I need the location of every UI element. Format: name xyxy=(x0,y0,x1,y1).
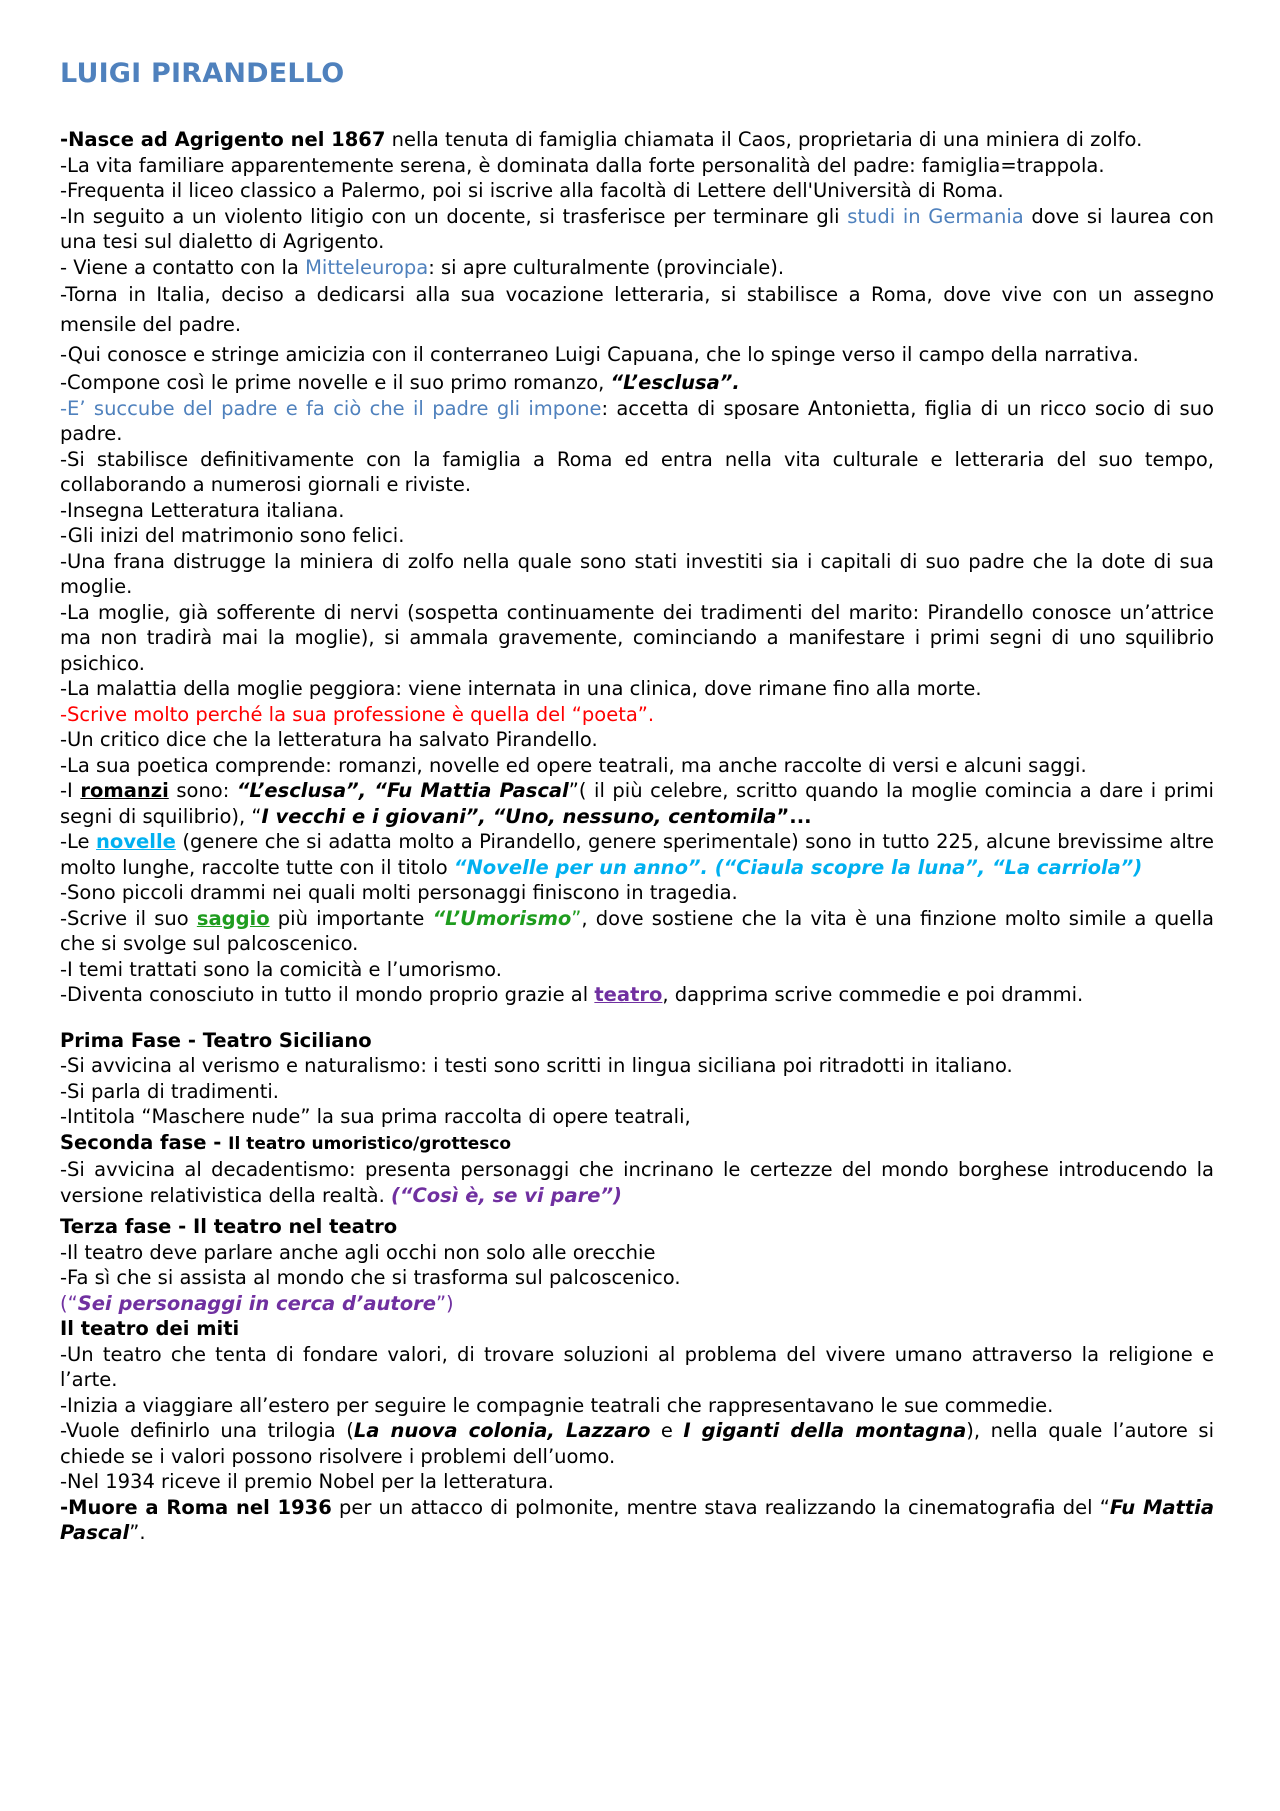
keyword-romanzi: romanzi xyxy=(80,779,169,802)
paragraph-trilogia: -Vuole definirlo una trilogia (La nuova colonia, Lazzaro e I giganti della montagna), nella quale l’autore si chiede se i valori possono risolvere i problemi dell’uomo. xyxy=(60,1419,1214,1468)
link-succube[interactable]: E’ succube del padre e fa ciò che il padre gli impone xyxy=(67,396,602,420)
heading-seconda-fase: Seconda fase - Il teatro umoristico/grottesco xyxy=(60,1130,512,1154)
paragraph-landslide: -Una frana distrugge la miniera di zolfo nella quale sono stati investiti sia i capitali di suo padre che la dote di sua moglie. xyxy=(60,549,1214,598)
link-saggio[interactable]: saggio xyxy=(196,906,270,930)
paragraph-poeta: -Scrive molto perché la sua professione è quella del “poeta”. xyxy=(60,702,655,726)
link-mitteleuropa[interactable]: Mitteleuropa xyxy=(305,255,429,279)
paragraph-capuana: -Qui conosce e stringe amicizia con il conterraneo Luigi Capuana, che lo spinge verso il campo della narrativa. xyxy=(60,343,1139,366)
section-gap xyxy=(60,1008,1214,1028)
paragraph-succube: -E’ succube del padre e fa ciò che il padre gli impone: accetta di sposare Antonietta, figlia di un ricco socio di suo padre. xyxy=(60,396,1214,445)
paragraph-palcoscenico: -Fa sì che si assista al mondo che si trasforma sul palcoscenico. xyxy=(60,1266,681,1289)
paragraph-critic: -Un critico dice che la letteratura ha salvato Pirandello. xyxy=(60,728,598,751)
paragraph-viaggi: -Inizia a viaggiare all’estero per seguire le compagnie teatrali che rappresentavano le sue commedie. xyxy=(60,1393,1054,1417)
paragraph-germany: -In seguito a un violento litigio con un docente, si trasferisce per terminare gli studi in Germania dove si laurea con una tesi sul dialetto di Agrigento. xyxy=(60,204,1214,253)
paragraph-verismo: -Si avvicina al verismo e naturalismo: i testi sono scritti in lingua siciliana poi ritradotti in italiano. xyxy=(60,1054,1013,1077)
paragraph-nobel: -Nel 1934 riceve il premio Nobel per la letteratura. xyxy=(60,1470,554,1493)
page-title: LUIGI PIRANDELLO xyxy=(60,58,345,89)
paragraph-occhi: -Il teatro deve parlare anche agli occhi non solo alle orecchie xyxy=(60,1240,656,1264)
paragraph-mitteleuropa: - Viene a contatto con la Mitteleuropa: si apre culturalmente (provinciale). xyxy=(60,255,785,279)
paragraph-novelle: -Le novelle (genere che si adatta molto a Pirandello, genere sperimentale) sono in tutto 225, alcune brevissime altre molto lunghe, raccolte tutte con il titolo “Novelle per un anno”. (“Ciaula scopre la luna”, “La carriola”) xyxy=(60,830,1214,879)
paragraph-teaching: -Insegna Letteratura italiana. xyxy=(60,498,345,522)
paragraph-culture: -Si stabilisce definitivamente con la famiglia a Roma ed entra nella vita culturale e letteraria del suo tempo, collaborando a numerosi giornali e riviste. xyxy=(60,447,1214,496)
paragraph-death: -Muore a Roma nel 1936 per un attacco di polmonite, mentre stava realizzando la cinematografia del “Fu Mattia Pascal”. xyxy=(60,1495,1214,1544)
paragraph-romanzi: -I romanzi sono: “L’esclusa”, “Fu Mattia Pascal”( il più celebre, scritto quando la moglie comincia a dare i primi segni di squilibrio), “I vecchi e i giovani”, “Uno, nessuno, centomila”... xyxy=(60,779,1214,828)
paragraph-decadentismo: -Si avvicina al decadentismo: presenta personaggi che incrinano le certezze del mondo borghese introducendo la versione relativistica della realtà. (“Così è, se vi pare”) xyxy=(60,1158,1214,1207)
paragraph-rome: -Torna in Italia, deciso a dedicarsi alla sua vocazione letteraria, si stabilisce a Roma, dove vive con un assegno mensile del padre. xyxy=(60,283,1214,336)
link-studi-germania[interactable]: studi in Germania xyxy=(847,204,1024,228)
heading-prima-fase: Prima Fase - Teatro Siciliano xyxy=(60,1028,372,1052)
paragraph-maschere: -Intitola “Maschere nude” la sua prima raccolta di opere teatrali, xyxy=(60,1105,691,1128)
paragraph-school: -Frequenta il liceo classico a Palermo, poi si iscrive alla facoltà di Lettere dell'Università di Roma. xyxy=(60,179,1004,202)
link-novelle[interactable]: novelle xyxy=(96,830,176,853)
heading-terza-fase: Terza fase - Il teatro nel teatro xyxy=(60,1215,398,1238)
paragraph-poetics: -La sua poetica comprende: romanzi, novelle ed opere teatrali, ma anche raccolte di versi e alcuni saggi. xyxy=(60,753,1087,777)
paragraph-family: -La vita familiare apparentemente serena, è dominata dalla forte personalità del padre: famiglia=trappola. xyxy=(60,153,1105,177)
paragraph-teatro: -Diventa conosciuto in tutto il mondo proprio grazie al teatro, dapprima scrive commedie e poi drammi. xyxy=(60,983,1084,1006)
paragraph-sei-personaggi: (“Sei personaggi in cerca d’autore”) xyxy=(60,1291,454,1315)
paragraph-birth: -Nasce ad Agrigento nel 1867 nella tenuta di famiglia chiamata il Caos, proprietaria di una miniera di zolfo. xyxy=(60,128,1143,151)
paragraph-saggio: -Scrive il suo saggio più importante “L’Umorismo”, dove sostiene che la vita è una finzione molto simile a quella che si svolge sul palcoscenico. xyxy=(60,906,1214,955)
paragraph-wife-illness: -La moglie, già sofferente di nervi (sospetta continuamente dei tradimenti del marito: Pirandello conosce un’attrice ma non tradirà mai la moglie), si ammala gravemente, cominciando a manifestare i primi segni di uno squilibrio psichico. xyxy=(60,600,1214,675)
paragraph-clinic: -La malattia della moglie peggiora: viene internata in una clinica, dove rimane fino alla morte. xyxy=(60,677,982,700)
paragraph-tradimenti: -Si parla di tradimenti. xyxy=(60,1079,279,1103)
heading-teatro-miti: Il teatro dei miti xyxy=(60,1317,240,1340)
paragraph-valori: -Un teatro che tenta di fondare valori, di trovare soluzioni al problema del vivere umano attraverso la religione e l’arte. xyxy=(60,1342,1214,1391)
link-teatro[interactable]: teatro xyxy=(594,983,663,1006)
paragraph-themes: -I temi trattati sono la comicità e l’umorismo. xyxy=(60,957,502,981)
paragraph-drammi: -Sono piccoli drammi nei quali molti personaggi finiscono in tragedia. xyxy=(60,881,738,904)
paragraph-esclusa: -Compone così le prime novelle e il suo primo romanzo, “L’esclusa”. xyxy=(60,371,740,394)
paragraph-marriage: -Gli inizi del matrimonio sono felici. xyxy=(60,524,405,547)
